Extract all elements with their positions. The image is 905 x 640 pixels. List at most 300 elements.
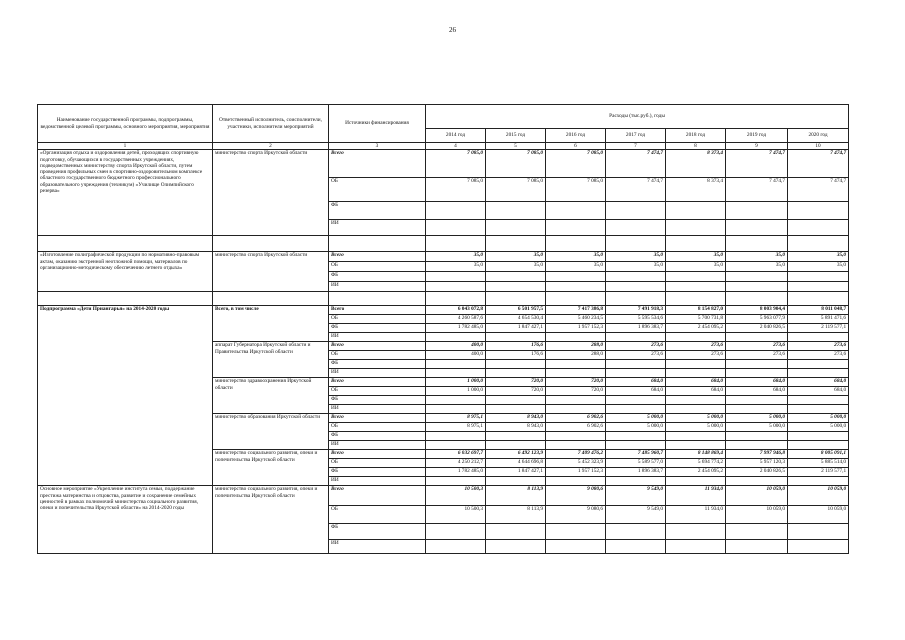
value-cell: 5 957 120,3 [726,459,788,468]
value-cell: 35,0 [426,252,486,262]
row-executor: министерство спорта Иркутской области [213,150,329,236]
value-cell: 6 492 123,9 [486,450,546,459]
value-cell: 5 452 323,9 [546,459,606,468]
value-cell [726,282,788,292]
value-cell: 273,6 [666,351,726,360]
value-cell: 35,0 [486,252,546,262]
value-cell [726,202,788,220]
value-cell [486,405,546,414]
source-cell: ОБ [329,262,426,272]
value-cell [666,220,726,236]
value-cell: 4 654 530,4 [486,315,546,324]
value-cell [486,396,546,405]
value-cell: 1 896 383,7 [606,324,666,333]
value-cell [666,441,726,450]
empty-cell [788,236,849,252]
value-cell: 8 011 048,7 [788,306,849,315]
source-cell: Всего [329,378,426,387]
value-cell: 4 644 696,8 [486,459,546,468]
value-cell [666,524,726,540]
value-cell [486,369,546,378]
row-executor: Всего, в том числе [213,306,329,342]
value-cell: 7 085,0 [426,178,486,202]
value-cell: 176,6 [486,342,546,351]
header-column-number: 10 [788,143,849,150]
value-cell [788,272,849,282]
empty-cell [486,292,546,306]
value-cell: 11 934,0 [666,486,726,506]
value-cell [726,272,788,282]
source-cell: ИИ [329,282,426,292]
value-cell: 10 059,0 [726,506,788,524]
value-cell [426,220,486,236]
value-cell [666,369,726,378]
table-row [38,306,849,315]
value-cell [486,477,546,486]
value-cell: 176,6 [486,351,546,360]
value-cell: 10 500,3 [426,486,486,506]
value-cell [666,333,726,342]
value-cell: 2 119 577,1 [788,468,849,477]
value-cell [546,220,606,236]
value-cell [486,333,546,342]
value-cell: 1 000,0 [426,378,486,387]
source-cell: ОБ [329,178,426,202]
value-cell: 7 409 476,2 [546,450,606,459]
value-cell: 7 417 386,8 [546,306,606,315]
row-executor: аппарат Губернатора Иркутской области и Правительства Иркутской области [213,342,329,378]
value-cell [606,405,666,414]
value-cell: 1 782 485,0 [426,468,486,477]
value-cell: 2 454 095,2 [666,324,726,333]
value-cell [788,405,849,414]
value-cell [726,405,788,414]
value-cell [606,369,666,378]
value-cell: 4 250 212,7 [426,459,486,468]
value-cell [726,540,788,554]
value-cell: 273,6 [666,342,726,351]
source-cell: Всего [329,252,426,262]
value-cell [606,360,666,369]
header-year: 2017 год [606,129,666,143]
row-name: Основное мероприятие «Укрепление института семьи, поддержание престижа материнства и отцовства, развитие и сохранение семейных ценностей в рамках полномочий министерства социального развития, опеки и попечительства Иркутской области» на 2014-2020 годы [38,486,213,554]
source-cell: ФБ [329,360,426,369]
value-cell [726,333,788,342]
budget-table [37,104,849,554]
source-cell: ОБ [329,423,426,432]
value-cell [788,540,849,554]
value-cell: 35,0 [726,262,788,272]
value-cell: 5 000,0 [726,414,788,423]
value-cell: 1 847 427,1 [486,468,546,477]
source-cell: ИИ [329,333,426,342]
value-cell: 720,0 [486,387,546,396]
empty-cell [546,236,606,252]
value-cell [788,477,849,486]
value-cell: 1 896 383,7 [606,468,666,477]
row-executor: министерство образования Иркутской области [213,414,329,450]
value-cell: 35,0 [546,262,606,272]
empty-cell [426,236,486,252]
empty-cell [788,292,849,306]
empty-cell [38,292,213,306]
empty-cell [666,236,726,252]
value-cell: 6 043 072,8 [426,306,486,315]
value-cell [606,333,666,342]
source-cell: ФБ [329,468,426,477]
value-cell: 8 005 091,1 [788,450,849,459]
empty-cell [666,292,726,306]
source-cell: ОБ [329,506,426,524]
value-cell [546,405,606,414]
value-cell [788,220,849,236]
header-year: 2014 год [426,129,486,143]
value-cell [788,282,849,292]
value-cell: 9 080,6 [546,486,606,506]
header-column-number: 5 [486,143,546,150]
value-cell: 288,0 [546,342,606,351]
value-cell: 1 782 485,0 [426,324,486,333]
value-cell: 7 085,0 [426,150,486,178]
value-cell [426,369,486,378]
header-expenses: Расходы (тыс.руб.), годы [426,105,849,129]
table-row [38,486,849,506]
value-cell: 684,0 [666,378,726,387]
value-cell [666,202,726,220]
empty-cell [606,236,666,252]
value-cell: 35,0 [788,262,849,272]
header-year: 2019 год [726,129,788,143]
source-cell: Всего [329,150,426,178]
value-cell: 273,6 [606,342,666,351]
empty-cell [606,292,666,306]
value-cell [788,524,849,540]
header-column-number: 6 [546,143,606,150]
value-cell [666,540,726,554]
spacer-row [38,236,849,252]
value-cell [666,272,726,282]
header-column-number: 4 [426,143,486,150]
value-cell: 35,0 [666,262,726,272]
value-cell: 8 003 904,4 [726,306,788,315]
value-cell [486,540,546,554]
value-cell: 7 085,0 [486,150,546,178]
source-cell: ОБ [329,459,426,468]
value-cell [486,272,546,282]
header-executor: Ответственный исполнитель, соисполнители, участники, исполнители мероприятий [213,105,329,143]
value-cell [726,220,788,236]
value-cell: 6 032 697,7 [426,450,486,459]
value-cell: 5 000,0 [606,414,666,423]
value-cell: 9 080,6 [546,506,606,524]
value-cell: 5 589 577,0 [606,459,666,468]
value-cell [426,432,486,441]
value-cell: 273,6 [726,351,788,360]
value-cell [606,432,666,441]
value-cell: 273,6 [726,342,788,351]
empty-cell [329,292,426,306]
value-cell: 10 059,0 [788,506,849,524]
value-cell [788,369,849,378]
source-cell: ИИ [329,220,426,236]
value-cell [486,282,546,292]
value-cell: 7 474,7 [788,178,849,202]
value-cell [546,396,606,405]
row-executor: министерство здравоохранения Иркутской области [213,378,329,414]
value-cell [486,220,546,236]
value-cell [788,360,849,369]
value-cell: 8 943,0 [486,414,546,423]
row-name: «Организация отдыха и оздоровления детей, проходящих спортивную подготовку, обучающихся в государственных учреждениях, подведомственных министерству спорта Иркутской области, путем проведения профильных смен в спортивно-оздоровительном комплексе областного государственного бюджетного профессионального образовательного учреждения (техникум) «Училище Олимпийского резерва» [38,150,213,236]
value-cell [606,441,666,450]
value-cell: 8 975,1 [426,414,486,423]
header-column-number: 8 [666,143,726,150]
header-name: Наименование государственной программы, подпрограммы, ведомственной целевой программы, основного мероприятия, мероприятия [38,105,213,143]
value-cell: 8 113,9 [486,506,546,524]
value-cell [546,441,606,450]
value-cell [546,282,606,292]
row-name: «Изготовление полиграфической продукции по нормативно-правовым актам, оказанию экстренной неотложной помощи, материалов по организационно-методическому обеспечению летнего отдыха» [38,252,213,292]
value-cell [726,360,788,369]
source-cell: ОБ [329,315,426,324]
value-cell: 2 040 826,5 [726,468,788,477]
header-column-number: 1 [38,143,213,150]
value-cell [546,272,606,282]
empty-cell [726,236,788,252]
value-cell [426,477,486,486]
source-cell: ФБ [329,202,426,220]
value-cell: 5 595 534,6 [606,315,666,324]
value-cell [486,524,546,540]
value-cell [788,441,849,450]
value-cell [546,360,606,369]
value-cell [546,477,606,486]
value-cell: 2 454 095,2 [666,468,726,477]
value-cell: 8 148 869,4 [666,450,726,459]
value-cell: 2 040 826,5 [726,324,788,333]
source-cell: ФБ [329,324,426,333]
value-cell: 35,0 [606,252,666,262]
value-cell: 273,6 [606,351,666,360]
row-executor: министерство социального развития, опеки и попечительства Иркутской области [213,486,329,554]
value-cell [606,396,666,405]
value-cell [666,282,726,292]
value-cell: 35,0 [426,262,486,272]
value-cell [606,477,666,486]
value-cell: 684,0 [788,378,849,387]
value-cell: 8 975,1 [426,423,486,432]
value-cell: 7 491 918,3 [606,306,666,315]
value-cell [726,441,788,450]
source-cell: ИИ [329,540,426,554]
header-column-number: 3 [329,143,426,150]
value-cell: 7 085,0 [486,178,546,202]
value-cell: 35,0 [546,252,606,262]
source-cell: Всего [329,306,426,315]
value-cell: 5 700 731,8 [666,315,726,324]
source-cell: ФБ [329,396,426,405]
empty-cell [213,292,329,306]
source-cell: ИИ [329,369,426,378]
value-cell: 5 000,0 [666,423,726,432]
header-year: 2018 год [666,129,726,143]
empty-cell [546,292,606,306]
source-cell: ИИ [329,405,426,414]
value-cell: 5 694 774,2 [666,459,726,468]
row-executor: министерство социального развития, опеки и попечительства Иркутской области [213,450,329,486]
value-cell: 1 847 427,1 [486,324,546,333]
empty-cell [486,236,546,252]
value-cell [426,272,486,282]
value-cell: 35,0 [666,252,726,262]
value-cell: 8 943,0 [486,423,546,432]
value-cell [546,524,606,540]
value-cell: 5 885 514,0 [788,459,849,468]
value-cell [546,202,606,220]
value-cell: 5 000,0 [606,423,666,432]
value-cell [486,441,546,450]
empty-cell [38,236,213,252]
header-source: Источники финансирования [329,105,426,143]
header-column-number: 9 [726,143,788,150]
page-number: 26 [449,26,456,34]
value-cell: 288,0 [546,351,606,360]
value-cell: 400,0 [426,342,486,351]
value-cell [486,360,546,369]
value-cell [788,202,849,220]
value-cell: 6 902,6 [546,423,606,432]
value-cell: 7 474,7 [726,150,788,178]
value-cell: 684,0 [726,387,788,396]
value-cell: 5 000,0 [666,414,726,423]
value-cell: 5 891 471,6 [788,315,849,324]
value-cell [606,540,666,554]
value-cell: 684,0 [606,387,666,396]
value-cell: 684,0 [606,378,666,387]
source-cell: ИИ [329,441,426,450]
header-column-number: 7 [606,143,666,150]
value-cell: 273,6 [788,342,849,351]
value-cell [788,333,849,342]
spacer-row [38,292,849,306]
source-cell: ФБ [329,524,426,540]
value-cell [726,477,788,486]
header-column-number: 2 [213,143,329,150]
value-cell: 9 549,0 [606,506,666,524]
header-year: 2015 год [486,129,546,143]
value-cell [606,220,666,236]
value-cell: 720,0 [546,378,606,387]
empty-cell [426,292,486,306]
value-cell [546,432,606,441]
value-cell [726,524,788,540]
value-cell: 684,0 [666,387,726,396]
value-cell [606,524,666,540]
source-cell: ФБ [329,272,426,282]
value-cell [788,432,849,441]
value-cell: 720,0 [546,387,606,396]
value-cell: 7 474,7 [606,178,666,202]
table-row [38,150,849,178]
source-cell: ОБ [329,351,426,360]
value-cell: 10 500,3 [426,506,486,524]
value-cell [426,396,486,405]
source-cell: ОБ [329,387,426,396]
value-cell [788,396,849,405]
value-cell: 7 997 946,8 [726,450,788,459]
empty-cell [329,236,426,252]
source-cell: Всего [329,450,426,459]
value-cell [726,369,788,378]
value-cell [426,441,486,450]
value-cell [606,272,666,282]
value-cell: 7 474,7 [606,150,666,178]
value-cell: 35,0 [726,252,788,262]
empty-cell [726,292,788,306]
value-cell [546,333,606,342]
value-cell: 1 957 152,3 [546,324,606,333]
value-cell [666,477,726,486]
value-cell: 6 501 957,5 [486,306,546,315]
value-cell: 2 119 577,1 [788,324,849,333]
source-cell: Всего [329,414,426,423]
value-cell: 684,0 [788,387,849,396]
source-cell: ИИ [329,477,426,486]
value-cell: 10 059,0 [788,486,849,506]
value-cell: 8 373,4 [666,178,726,202]
value-cell: 9 549,0 [606,486,666,506]
value-cell [426,524,486,540]
value-cell: 7 085,0 [546,150,606,178]
value-cell [426,202,486,220]
value-cell: 11 934,0 [666,506,726,524]
value-cell [666,405,726,414]
value-cell [666,396,726,405]
value-cell: 35,0 [788,252,849,262]
source-cell: Всего [329,342,426,351]
value-cell: 5 460 234,5 [546,315,606,324]
value-cell: 35,0 [606,262,666,272]
value-cell: 4 260 587,6 [426,315,486,324]
value-cell [666,360,726,369]
value-cell [426,540,486,554]
value-cell: 5 000,0 [726,423,788,432]
value-cell: 8 373,4 [666,150,726,178]
value-cell: 273,6 [788,351,849,360]
source-cell: ФБ [329,432,426,441]
value-cell [546,369,606,378]
value-cell: 35,0 [486,262,546,272]
value-cell: 8 113,9 [486,486,546,506]
row-name: Подпрограмма «Дети Приангарья» на 2014-2020 годы [38,306,213,486]
value-cell: 1 957 152,3 [546,468,606,477]
empty-cell [213,236,329,252]
value-cell [486,432,546,441]
header-year: 2020 год [788,129,849,143]
value-cell: 5 000,0 [788,414,849,423]
value-cell [426,333,486,342]
value-cell: 10 059,0 [726,486,788,506]
value-cell: 684,0 [726,378,788,387]
value-cell [426,360,486,369]
value-cell: 1 000,0 [426,387,486,396]
value-cell: 6 902,6 [546,414,606,423]
value-cell [606,282,666,292]
value-cell: 720,0 [486,378,546,387]
value-cell: 5 000,0 [788,423,849,432]
value-cell [606,202,666,220]
value-cell: 5 963 077,9 [726,315,788,324]
